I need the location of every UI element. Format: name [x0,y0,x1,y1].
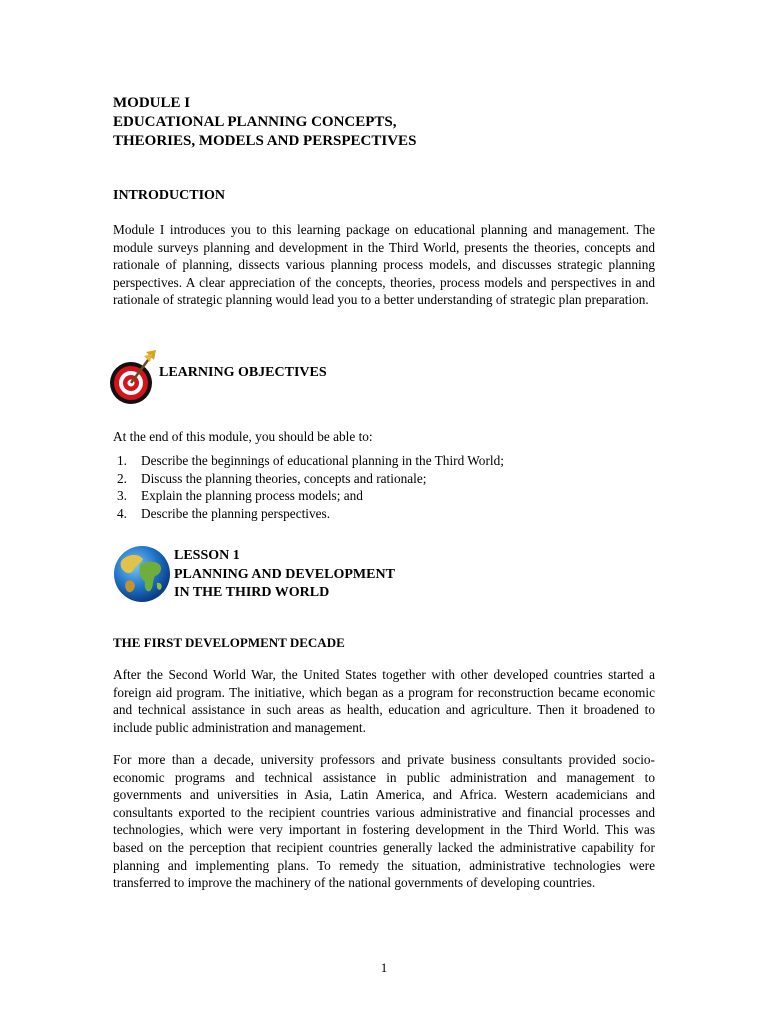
section-heading: THE FIRST DEVELOPMENT DECADE [113,635,345,650]
list-item [113,487,504,505]
body-paragraph: After the Second World War, the United States together with other developed countries started a foreign aid program. The initiative, which began as a program for reconstruction became economic and technical assistance in such areas as health, education and agriculture. Then it broadened to include public administration and management. [113,667,655,735]
learning-objectives-heading: LEARNING OBJECTIVES [159,365,327,380]
objectives-lead: At the end of this module, you should be able to: [113,429,373,444]
list-number: 4. [117,505,127,521]
list-item [113,505,504,523]
page-number: 1 [380,960,388,975]
introduction-heading: INTRODUCTION [113,188,226,203]
lesson-heading [174,547,395,603]
target-icon [108,348,158,406]
lesson-line: IN THE THIRD WORLD [174,585,330,600]
list-text: Describe the beginnings of educational planning in the Third World; [141,453,504,468]
list-text: Discuss the planning theories, concepts and rationale; [141,470,427,486]
list-item [113,452,504,470]
module-title-line: EDUCATIONAL PLANNING CONCEPTS, [113,114,397,130]
list-number: 3. [117,488,127,504]
list-text: Explain the planning process models; and [141,488,363,504]
introduction-paragraph: Module I introduces you to this learning package on educational planning and management. The module surveys planning and development in the Third World, presents the theories, concepts and rationale of planning, dissects various planning process models, and discusses strategic planning perspectives. A clear appreciation of the concepts, theories, process models and perspectives in and rationale of strategic planning would lead you to a better understanding of strategic plan preparation. [113,222,655,308]
module-title-line: THEORIES, MODELS AND PERSPECTIVES [113,133,417,149]
globe-icon [113,545,171,603]
list-number: 2. [117,470,127,486]
objectives-list [113,452,504,522]
list-text: Describe the planning perspectives. [141,505,331,521]
module-title-line: MODULE I [113,95,191,111]
body-paragraph: For more than a decade, university professors and private business consultants provided socio-economic programs and technical assistance in public administration and management to governments and universities in Asia, Latin America, and Africa. Western academicians and consultants exported to the recipient countries various administrative and financial processes and technologies, which were very important in fostering development in the Third World. This was based on the perception that recipient countries generally lacked the administrative capability for planning and implementing plans. To remedy the situation, administrative technologies were transferred to improve the machinery of the national governments of developing countries. [113,752,655,891]
lesson-line: PLANNING AND DEVELOPMENT [174,566,395,582]
list-item [113,470,504,488]
module-title [113,94,416,151]
list-number: 1. [117,453,127,468]
lesson-line: LESSON 1 [174,548,240,563]
